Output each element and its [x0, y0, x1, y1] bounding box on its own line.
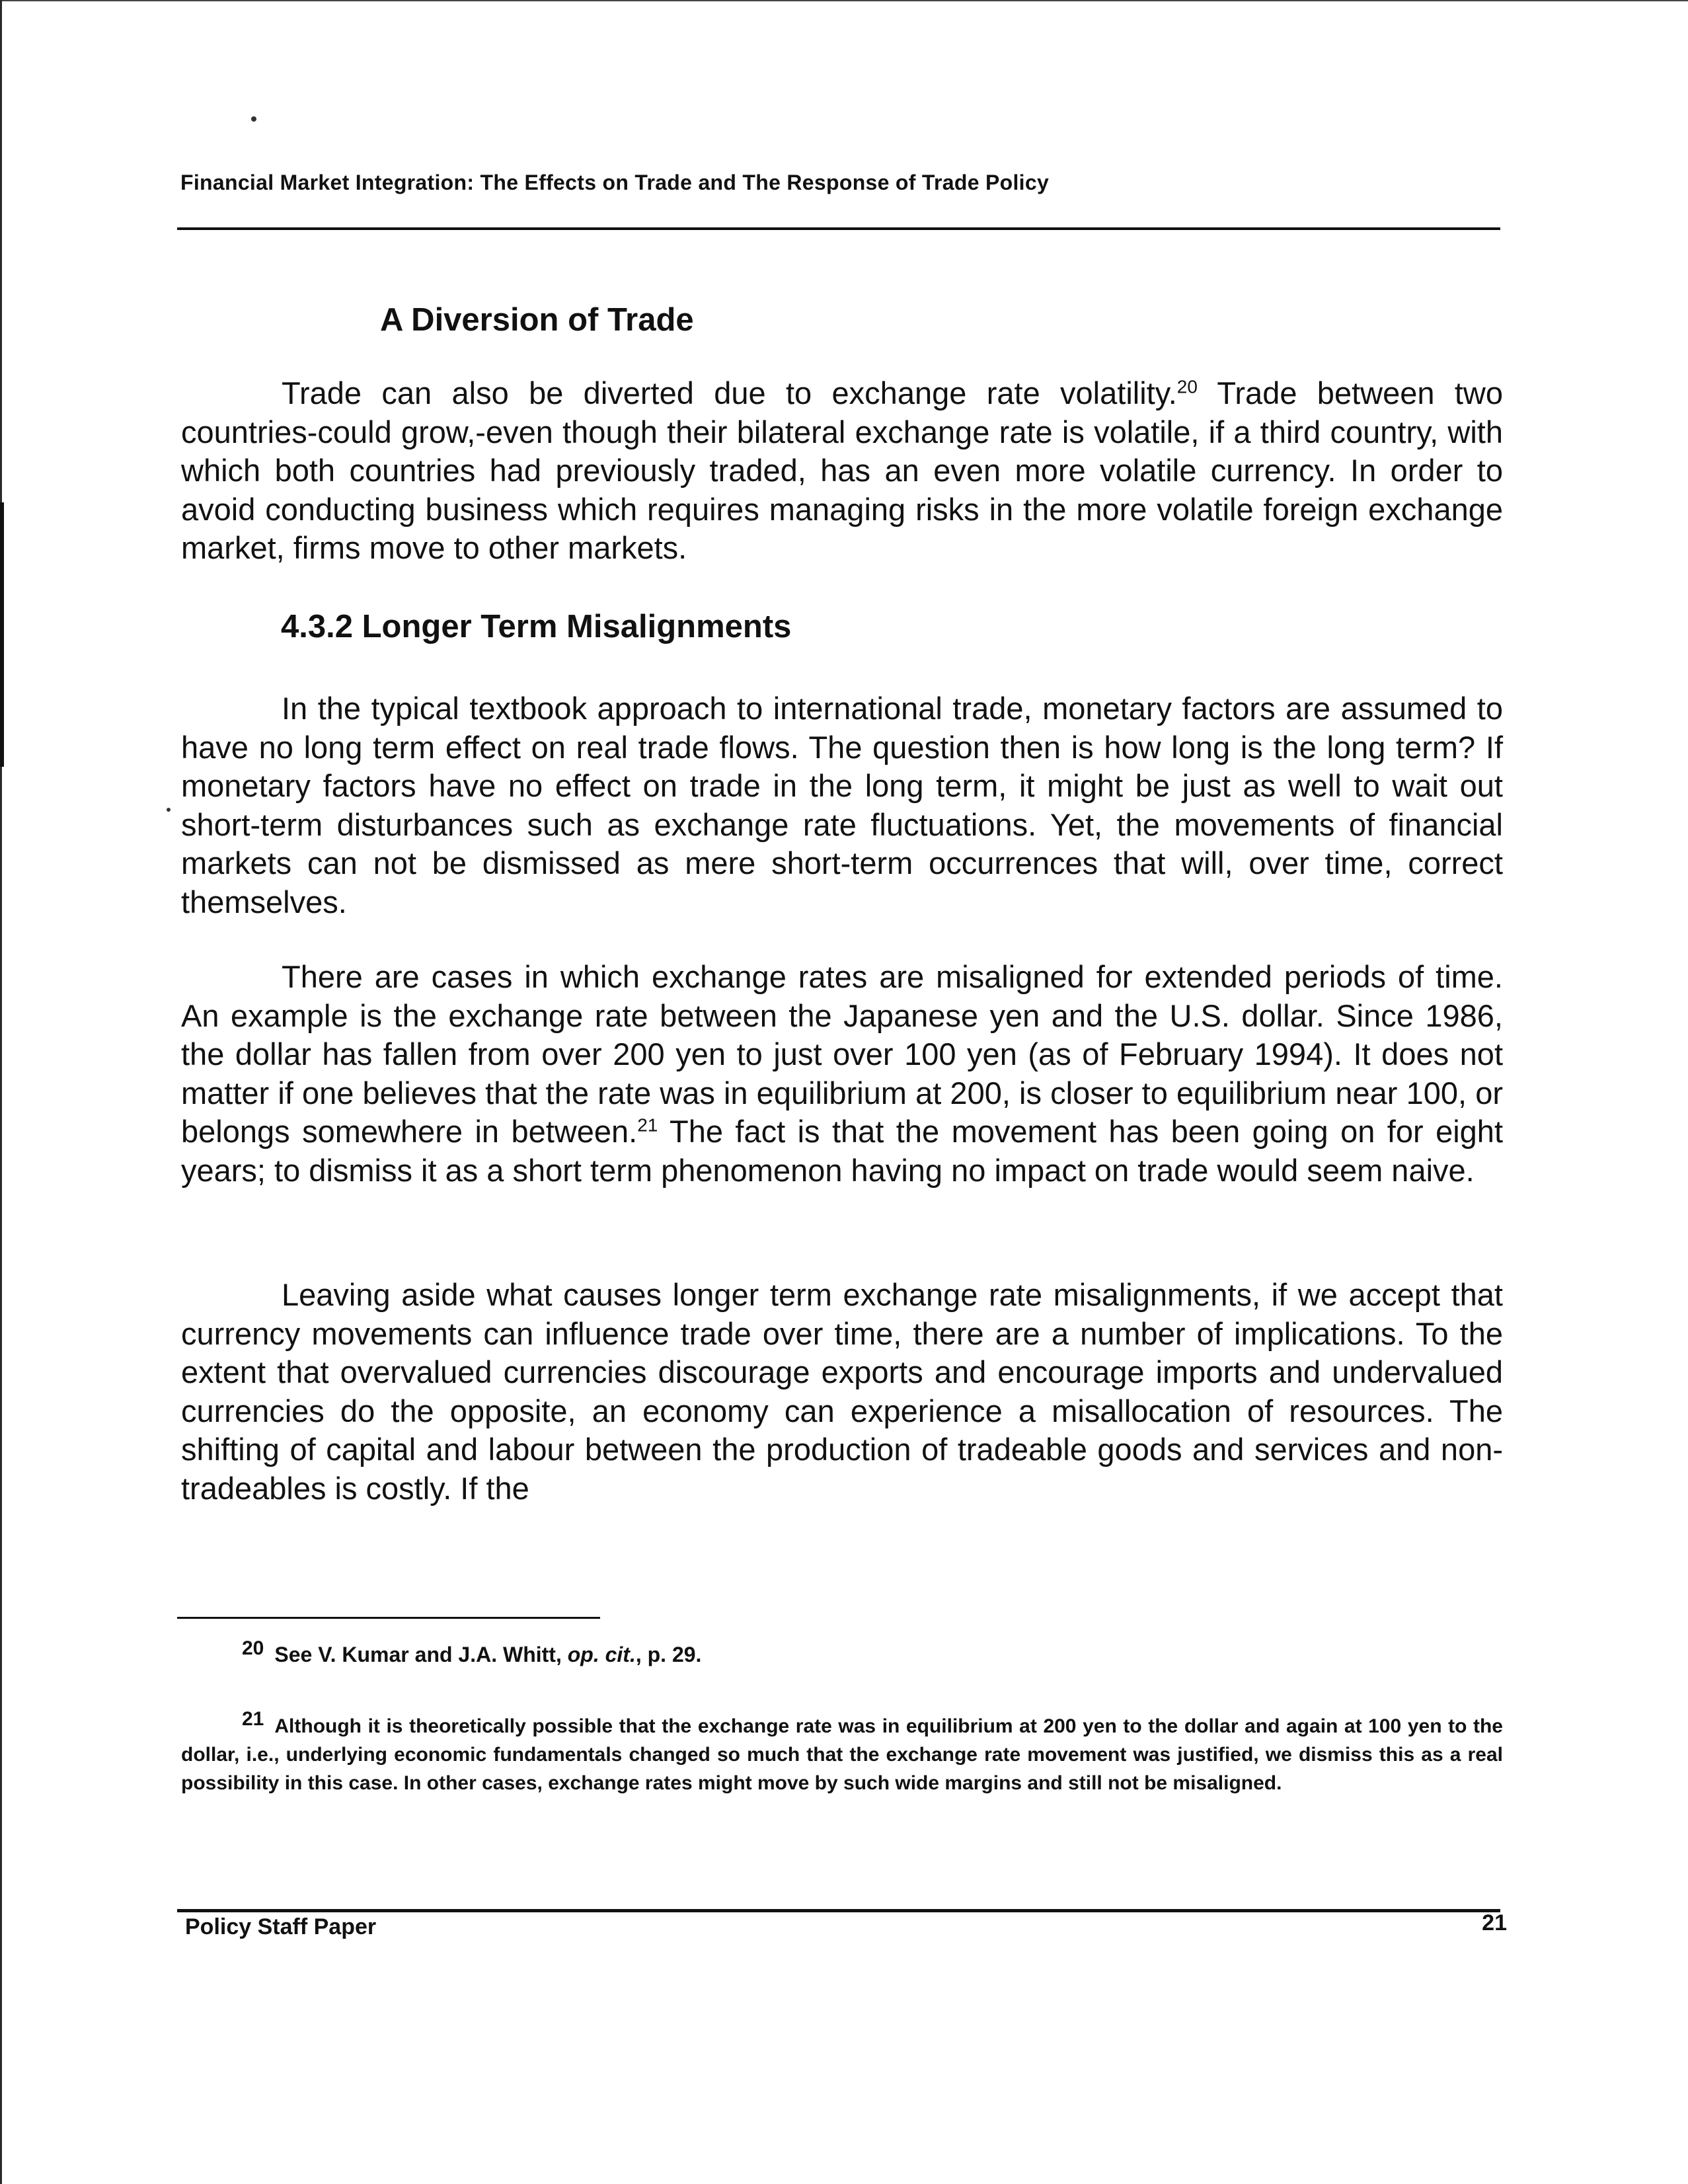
paragraph-yen-dollar — [181, 958, 1503, 1190]
page-number: 21 — [1482, 1910, 1507, 1935]
footnote-number: 21 — [242, 1708, 264, 1730]
scan-speck — [251, 116, 256, 122]
paragraph-implications: Leaving aside what causes longer term exchange rate misalignments, if we accept that currency movements can influence trade over time, there are a number of implications. To the extent that overvalued currencies discourage exports and encourage imports and undervalued currencies do the opposite, an economy can experience a misallocation of resources. The shifting of capital and labour between the production of tradeable goods and services and non-tradeables is costly. If the — [181, 1277, 1503, 1506]
paragraph-text: The fact is that the movement has been going on for eight years; to dismiss it as a short term phenomenon having no impact on trade would seem naive. — [181, 1114, 1504, 1188]
footnote-ref-21: 21 — [637, 1114, 658, 1136]
footnote-text-pre: See V. Kumar and J.A. Whitt, — [274, 1643, 568, 1666]
section-heading-diversion: A Diversion of Trade — [380, 302, 694, 338]
footnote-number: 20 — [242, 1637, 264, 1659]
footnote-rule — [177, 1617, 600, 1619]
paragraph-text: Trade between two countries-could grow,-even though their bilateral exchange rate is volatile, if a third country, with which both countries had previously traded, has an even more volatile currency. In order to avoid conducting business which requires managing risks in the more volatile foreign exchange market, firms move to other markets. — [181, 375, 1503, 565]
footnote-text: Although it is theoretically possible that the exchange rate was in equilibrium at 200 yen to the dollar and again at 100 yen to the dollar, i.e., underlying economic fundamentals changed so much that the exchange rate movement was justified, we dismiss this as a real possibility in this case. In other cases, exchange rates might move by such wide margins and still not be misaligned. — [181, 1715, 1503, 1794]
footnote-text-italic: op. cit. — [567, 1643, 636, 1666]
section-heading-misalignments: 4.3.2 Longer Term Misalignments — [281, 609, 792, 644]
footnote-ref-20: 20 — [1176, 376, 1198, 397]
scan-speck — [167, 808, 171, 812]
footnote-text — [274, 1643, 701, 1666]
paragraph-text: Trade can also be diverted due to exchange rate volatility. — [282, 375, 1177, 410]
paragraph-diversion — [181, 374, 1503, 568]
footnote-21 — [181, 1708, 1503, 1797]
scan-edge-top — [0, 0, 1688, 4]
scan-edge-mark — [0, 502, 20, 767]
footer-title: Policy Staff Paper — [185, 1914, 377, 1939]
header-rule — [177, 227, 1500, 230]
paragraph-textbook: In the typical textbook approach to international trade, monetary factors are assumed to have no long term effect on real trade flows. The question then is how long is the long term? If monetary factors have no effect on trade in the long term, it might be just as well to wait out short-term disturbances such as exchange rate fluctuations. Yet, the movements of financial markets can not be dismissed as mere short-term occurrences that will, over time, correct themselves. — [181, 691, 1503, 919]
running-header: Financial Market Integration: The Effects on Trade and The Response of Trade Policy — [180, 171, 1050, 194]
scan-edge-left — [0, 0, 7, 2184]
footnote-text-post: , p. 29. — [635, 1643, 702, 1666]
footer-rule — [177, 1909, 1500, 1912]
footnote-20 — [181, 1637, 1503, 1670]
paragraph-text: There are cases in which exchange rates are misaligned for extended periods of time. An example is the exchange rate between the Japanese yen and the U.S. dollar. Since 1986, the dollar has fallen from over 200 yen to just over 100 yen (as of February 1994). It does not matter if one believes that the rate was in equilibrium at 200, is closer to equilibrium near 100, or belongs somewhere in between. — [181, 959, 1503, 1149]
